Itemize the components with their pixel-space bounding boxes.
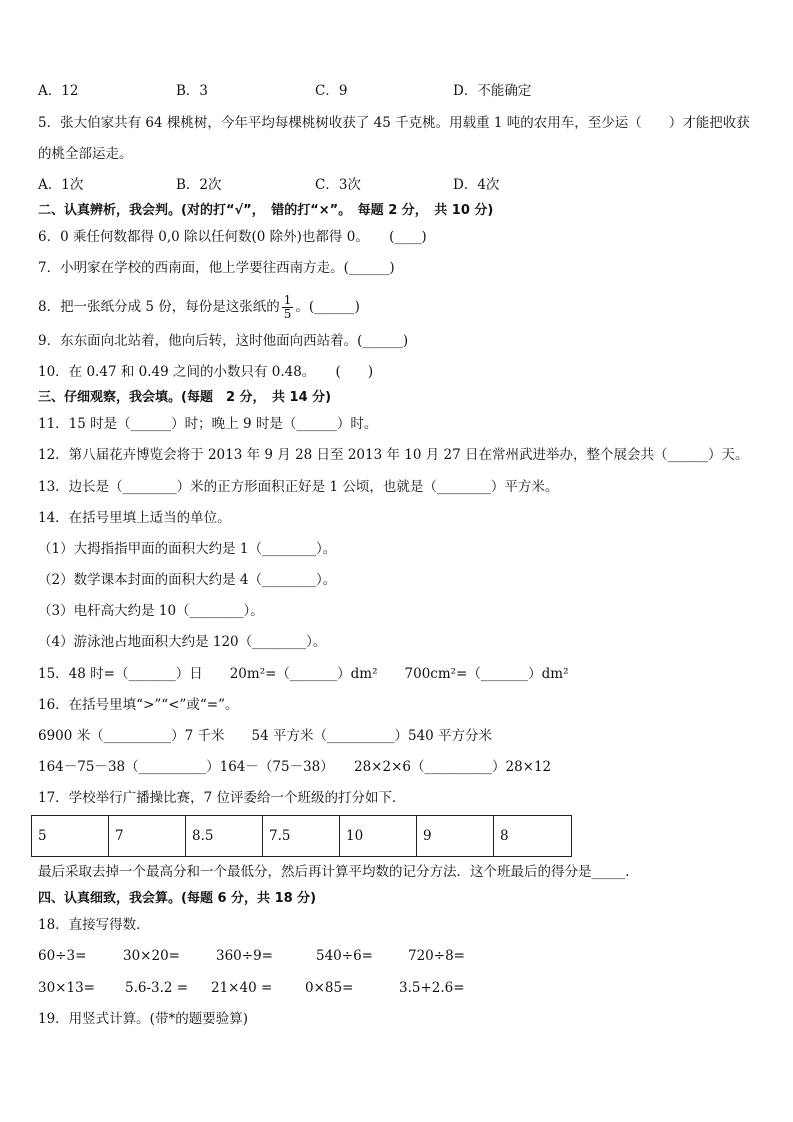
fraction-denominator: 5 xyxy=(283,307,292,321)
calc-item: 360÷9= xyxy=(216,948,273,964)
fraction-numerator: 1 xyxy=(283,293,292,307)
score-cell: 8.5 xyxy=(186,816,263,857)
q7: 7．小明家在学校的西南面，他上学要往西南方走。(______) xyxy=(38,260,395,276)
q11: 11．15 时是（______）时；晚上 9 时是（______）时。 xyxy=(38,416,378,432)
calc-item: 3.5+2.6= xyxy=(399,980,465,996)
q5-line2: 的桃全部运走。 xyxy=(38,146,133,162)
table-row xyxy=(32,816,572,857)
score-cell: 7 xyxy=(109,816,186,857)
q17: 17．学校举行广播操比赛，7 位评委给一个班级的打分如下． xyxy=(38,790,406,806)
q13: 13．边长是（________）米的正方形面积正好是 1 公顷，也就是（________）平方米。 xyxy=(38,479,559,495)
q18: 18．直接写得数． xyxy=(38,917,150,933)
q8-text: 8．把一张纸分成 5 份，每份是这张纸的 xyxy=(38,299,280,315)
q14-4: （4）游泳池占地面积大约是 120（________）。 xyxy=(38,634,327,650)
q9: 9．东东面向北站着，他向后转，这时他面向西站着。(______) xyxy=(38,333,409,349)
q16-row1: 6900 米（__________）7 千米 54 平方米（__________）540 平方分米 xyxy=(38,728,493,744)
calc-item: 30×13= xyxy=(38,980,95,996)
score-cell: 8 xyxy=(494,816,572,857)
q6: 6．0 乘任何数都得 0,0 除以任何数(0 除外)也都得 0。 (____) xyxy=(38,229,427,245)
q14-3: （3）电杆高大约是 10（________）。 xyxy=(38,603,264,619)
q19: 19．用竖式计算。(带*的题要验算) xyxy=(38,1011,248,1027)
score-cell: 10 xyxy=(340,816,417,857)
option-b: B．3 xyxy=(176,83,209,99)
score-table xyxy=(31,815,572,857)
calc-item: 30×20= xyxy=(123,948,180,964)
section3-title: 三、仔细观察，我会填。(每题 2 分， 共 14 分) xyxy=(38,390,332,405)
option-c: C．3次 xyxy=(315,177,361,193)
option-b: B．2次 xyxy=(176,177,222,193)
fraction-one-fifth xyxy=(282,294,294,321)
calc-item: 21×40 = xyxy=(211,980,273,996)
q14-1: （1）大拇指指甲面的面积大约是 1（________）。 xyxy=(38,541,337,557)
section4-title: 四、认真细致，我会算。(每题 6 分，共 18 分) xyxy=(38,891,317,906)
q4-options xyxy=(38,81,758,101)
q10: 10．在 0.47 和 0.49 之间的小数只有 0.48。 ( ) xyxy=(38,364,374,380)
option-c: C．9 xyxy=(315,83,348,99)
q5-options xyxy=(38,175,758,195)
q14-2: （2）数学课本封面的面积大约是 4（________）。 xyxy=(38,572,337,588)
q15: 15．48 时=（_______）日 20m²=（_______）dm² 700cm²=（_______）dm² xyxy=(38,666,569,682)
option-d: D．4次 xyxy=(453,177,500,193)
q8 xyxy=(38,294,360,321)
calc-item: 540÷6= xyxy=(316,948,373,964)
calc-item: 0×85= xyxy=(305,980,354,996)
q14: 14．在括号里填上适当的单位。 xyxy=(38,510,231,526)
option-d: D．不能确定 xyxy=(453,83,532,99)
calc-item: 60÷3= xyxy=(38,948,87,964)
section2-title: 二、认真辨析，我会判。(对的打“√”， 错的打“×”。 每题 2 分， 共 10 分) xyxy=(38,203,494,218)
score-cell: 9 xyxy=(417,816,494,857)
calc-item: 5.6-3.2 = xyxy=(125,980,189,996)
option-a: A．1次 xyxy=(38,177,84,193)
q16: 16．在括号里填“>”“<”或“=”。 xyxy=(38,697,239,713)
score-cell: 7.5 xyxy=(263,816,340,857)
q12: 12．第八届花卉博览会将于 2013 年 9 月 28 日至 2013 年 10 月 27 日在常州武进举办，整个展会共（______）天。 xyxy=(38,447,749,463)
q5-line1: 5．张大伯家共有 64 棵桃树，今年平均每棵桃树收获了 45 千克桃。用载重 1 吨的农用车，至少运（ ）才能把收获 xyxy=(38,115,750,131)
q16-row2: 164－75－38（__________）164－（75－38） 28×2×6（__________）28×12 xyxy=(38,759,552,775)
score-cell: 5 xyxy=(32,816,109,857)
q8-blank: 。(______) xyxy=(295,299,360,315)
q17-after: 最后采取去掉一个最高分和一个最低分，然后再计算平均数的记分方法．这个班最后的得分是_____． xyxy=(38,864,639,880)
calc-item: 720÷8= xyxy=(408,948,465,964)
option-a: A．12 xyxy=(38,83,79,99)
